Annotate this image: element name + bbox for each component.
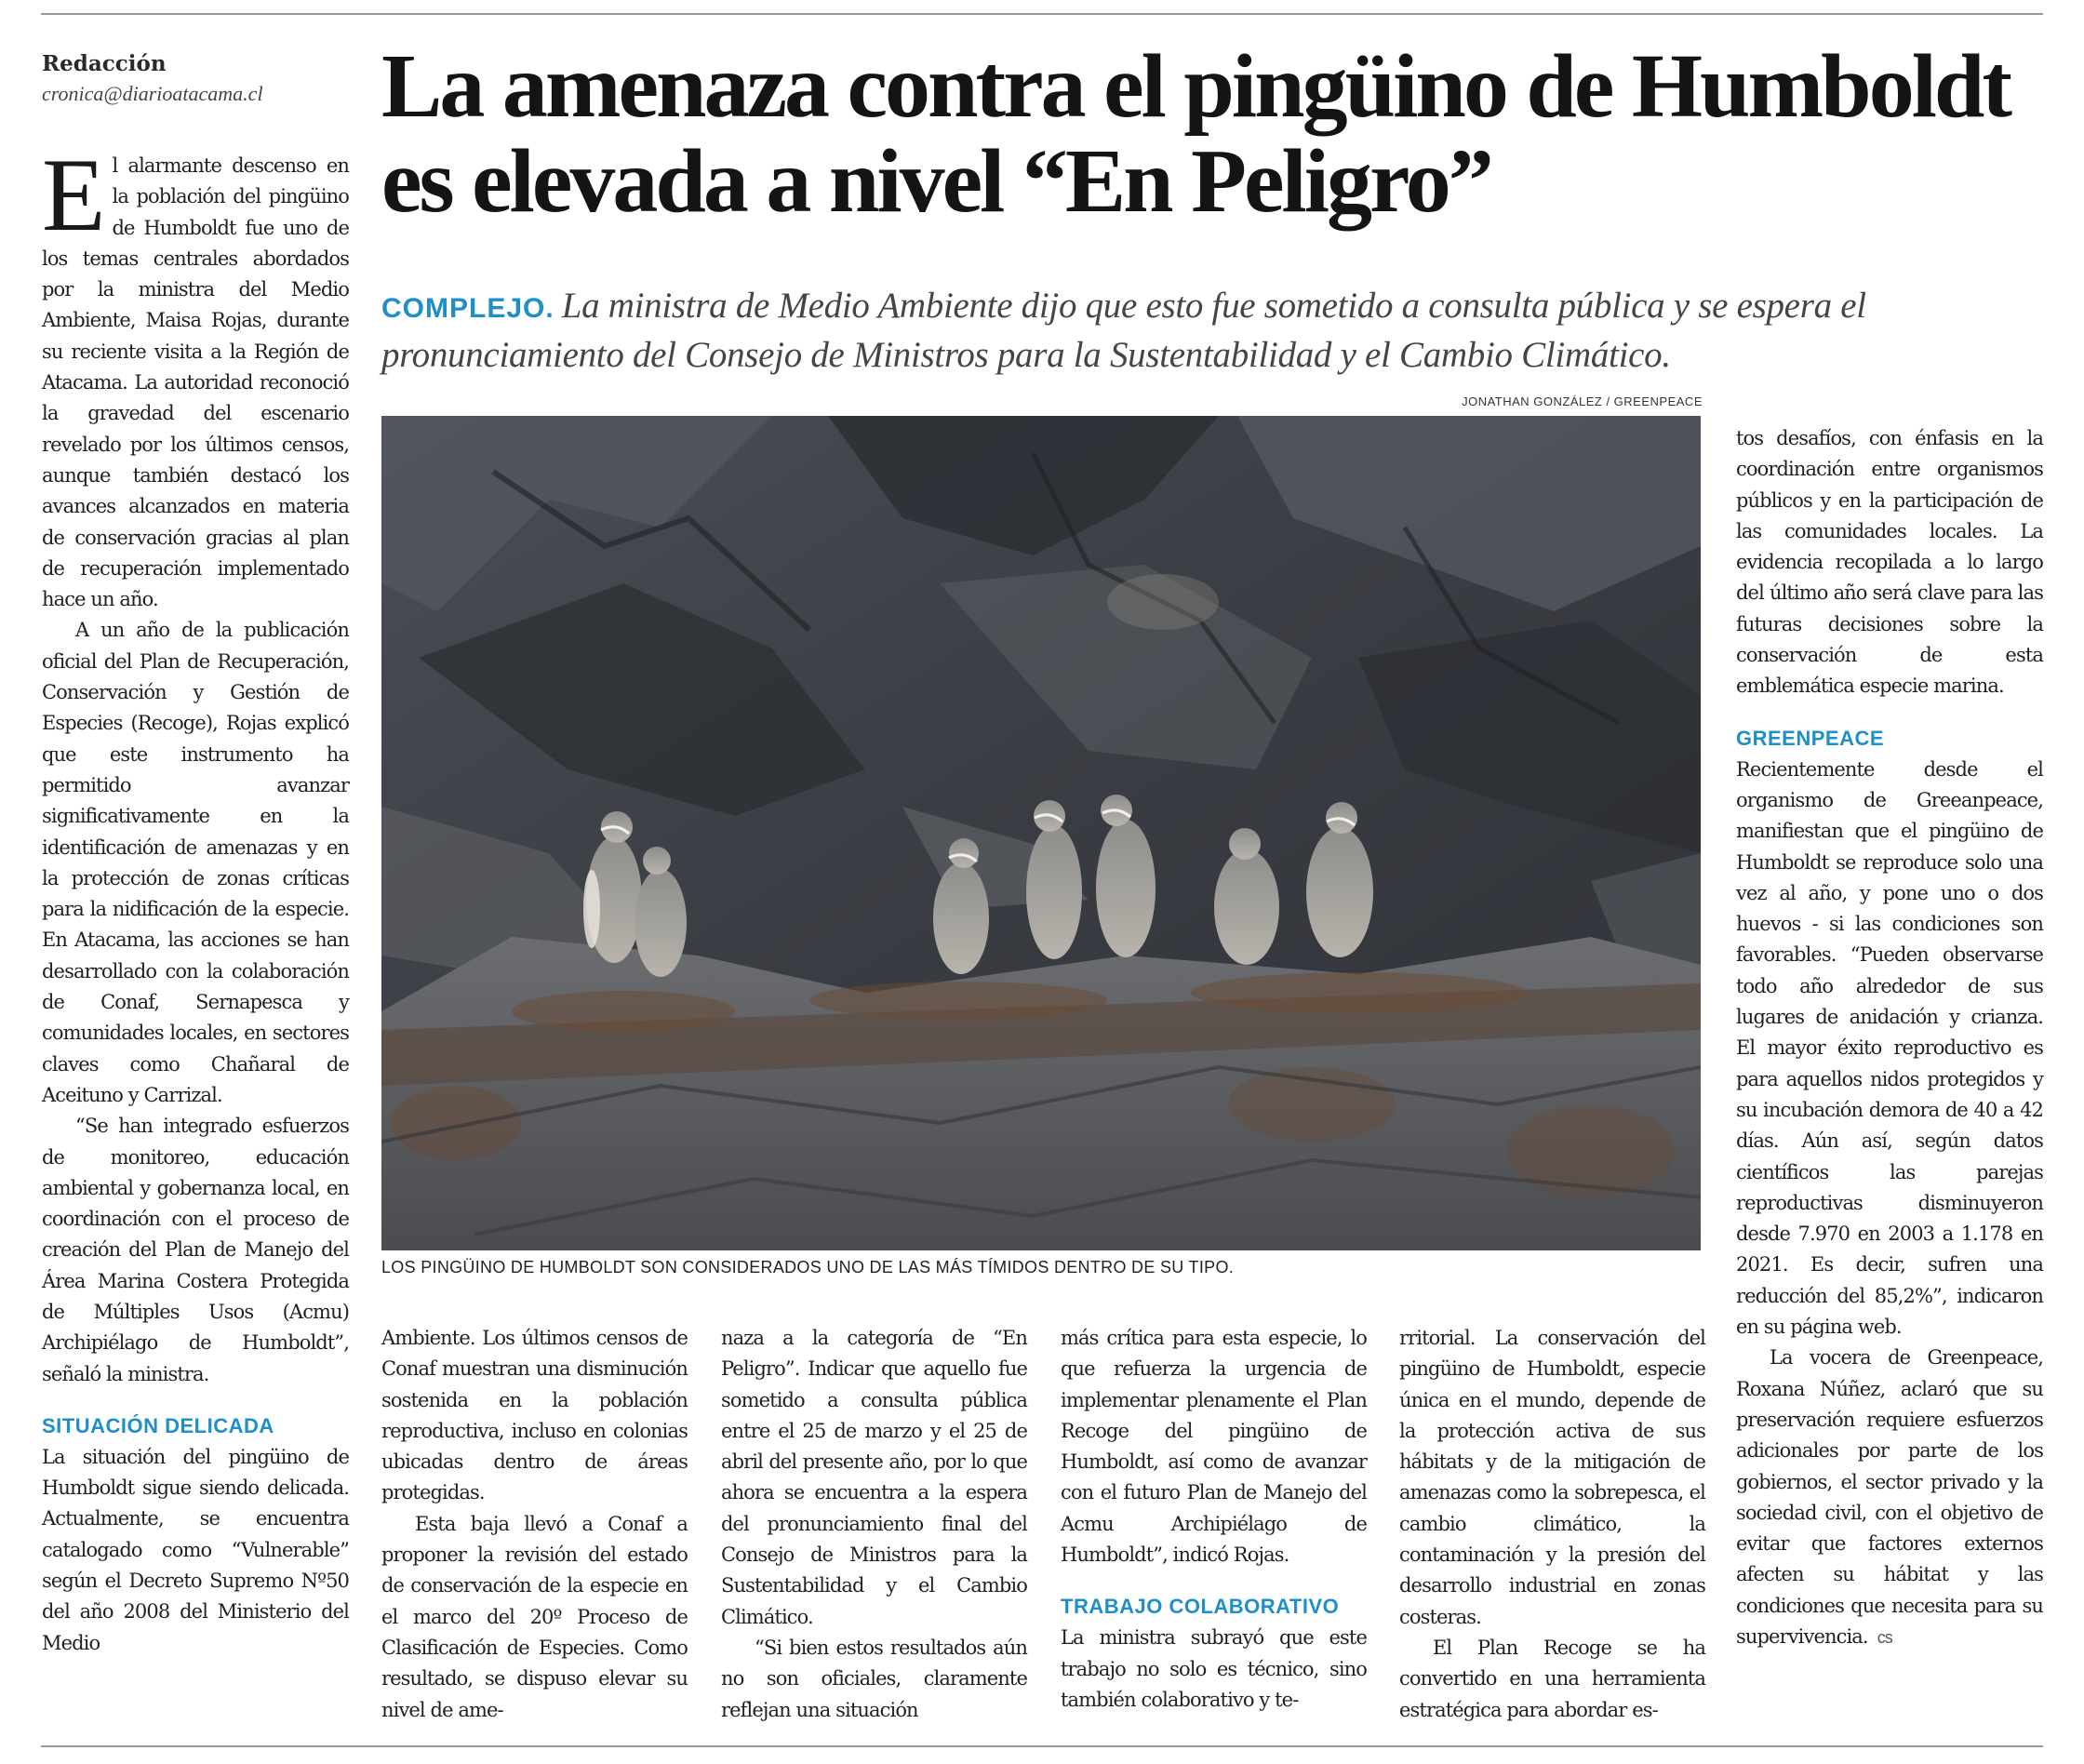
paragraph: tos desafíos, con énfasis en la coordinación entre organismos públicos y en la participación de las comunidades locales. La evidencia recopilada a lo largo del último año será clave para las futuras decisiones sobre la conservación de esta emblemática especie marina. [1736, 427, 2043, 698]
headline: La amenaza contra el pingüino de Humboldt es elevada a nivel “En Peligro” [381, 36, 2011, 232]
paragraph: más crítica para esta especie, lo que refuerza la urgencia de implementar plenamente el Plan Recoge del pingüino de Humboldt, así como de avanzar con el futuro Plan de Manejo del Acmu Archipiélago de Humboldt”, indicó Rojas. [1061, 1327, 1367, 1567]
paragraph: La ministra subrayó que este trabajo no solo es técnico, sino también colaborativo y te- [1061, 1626, 1367, 1711]
paragraph: rritorial. La conservación del pingüino de Humboldt, especie única en el mundo, depende de la protección activa de sus hábitats y de la mitigación de amenazas como la sobrepesca, el cambio climático, la contaminación y la presión del desarrollo industrial en zonas costeras. [1399, 1327, 1705, 1628]
paragraph-final [1736, 1343, 2043, 1653]
paragraph: A un año de la publicación oficial del Plan de Recuperación, Conservación y Gestión de Especies (Recoge), Rojas explicó que este instrumento ha permitido avanzar significativamente en la identificación de amenazas y en la protección de zonas críticas para la nidificación de la especie. En Atacama, las acciones se han desarrollado con la colaboración de Conaf, Sernapesca y comunidades locales, en sectores claves como Chañaral de Aceituno y Carrizal. [42, 619, 349, 1106]
subheadline [381, 283, 2047, 379]
article-column-3 [721, 1323, 1027, 1726]
top-rule [41, 13, 2043, 15]
penguin-colony-photo [381, 416, 1701, 1250]
paragraph: Recientemente desde el organismo de Greeanpeace, manifiestan que el pingüino de Humboldt se reproduce solo una vez al año, y pone uno o dos huevos - si las condiciones son favorables. “Pueden observarse todo año alrededor de sus lugares de anidación y crianza. El mayor éxito reproductivo es para aquellos nidos protegidos y su incubación demora de 40 a 42 días. Aún así, según datos científicos las parejas reproductivas disminuyeron desde 7.970 en 2003 a 1.178 en 2021. Es decir, sufren una reducción del 85,2%”, indicaron en su página web. [1736, 757, 2043, 1339]
paragraph-intro-text: l alarmante descenso en la población del pingüino de Humboldt fue uno de los temas centrales abordados por la ministra del Medio Ambiente, Maisa Rojas, durante su reciente visita a la Región de Atacama. La autoridad reconoció la gravedad del escenario revelado por los últimos censos, aunque también destacó los avances alcanzados en materia de conservación gracias al plan de recuperación implementado hace un año. [42, 154, 349, 611]
article-column-6 [1736, 423, 2043, 1653]
photo-credit: JONATHAN GONZÁLEZ / GREENPEACE [1462, 394, 1703, 408]
paragraph: Esta baja llevó a Conaf a proponer la revisión del estado de conservación de la especie en el marco del 20º Proceso de Clasificación de Especies. Como resultado, se dispuso elevar su nivel de ame- [381, 1512, 688, 1721]
subhead-text: La ministra de Medio Ambiente dijo que esto fue sometido a consulta pública y se espera el pronunciamiento del Consejo de Ministros para la Sustentabilidad y el Cambio Climático. [381, 286, 1866, 375]
article-column-1 [42, 138, 349, 1659]
subhead-kicker: COMPLEJO. [381, 293, 554, 324]
paragraph: Ambiente. Los últimos censos de Conaf muestran una disminución sostenida en la población reproductiva, incluso en colonias ubicadas dentro de áreas protegidas. [381, 1327, 688, 1504]
byline-author: Redacción [42, 51, 167, 76]
paragraph-final-text: La vocera de Greenpeace, Roxana Núñez, aclaró que su preservación requiere esfuerzos adicionales por parte de los gobiernos, el sector privado y la sociedad civil, con el objetivo de evitar que factores externos afecten su hábitat y las condiciones que necesita para su supervivencia. [1736, 1346, 2043, 1648]
section-heading-greenpeace: GREENPEACE [1736, 726, 1885, 750]
paragraph: naza a la categoría de “En Peligro”. Indicar que aquello fue sometido a consulta pública entre el 25 de marzo y el 25 de abril del presente año, por lo que ahora se encuentra a la espera del pronunciamiento final del Consejo de Ministros para la Sustentabilidad y el Cambio Climático. [721, 1327, 1027, 1628]
article-column-4 [1061, 1323, 1367, 1716]
drop-cap: E [42, 138, 105, 253]
byline-email: cronica@diarioatacama.cl [42, 82, 263, 105]
paragraph: “Se han integrado esfuerzos de monitoreo, educación ambiental y gobernanza local, en coordinación con el proceso de creación del Plan de Manejo del Área Marina Costera Protegida de Múltiples Usos (Acmu) Archipiélago de Humboldt”, señaló la ministra. [42, 1115, 349, 1385]
paragraph: El Plan Recoge se ha convertido en una herramienta estratégica para abordar es- [1399, 1636, 1705, 1721]
end-of-article-mark: cs [1877, 1627, 1892, 1647]
article-column-5 [1399, 1323, 1705, 1726]
paragraph: “Si bien estos resultados aún no son oficiales, claramente reflejan una situación [721, 1636, 1027, 1721]
photo-caption: LOS PINGÜINO DE HUMBOLDT SON CONSIDERADOS UNO DE LAS MÁS TÍMIDOS DENTRO DE SU TIPO. [381, 1258, 1235, 1276]
bottom-rule [41, 1745, 2043, 1747]
paragraph-intro [42, 138, 349, 615]
article-column-2 [381, 1323, 688, 1726]
byline [42, 50, 349, 110]
section-heading-trabajo: TRABAJO COLABORATIVO [1061, 1595, 1340, 1619]
paragraph: La situación del pingüino de Humboldt sigue siendo delicada. Actualmente, se encuentra catalogado como “Vulnerable” según el Decreto Supremo Nº50 del año 2008 del Ministerio del Medio [42, 1445, 349, 1654]
section-heading-situacion: SITUACIÓN DELICADA [42, 1413, 274, 1437]
